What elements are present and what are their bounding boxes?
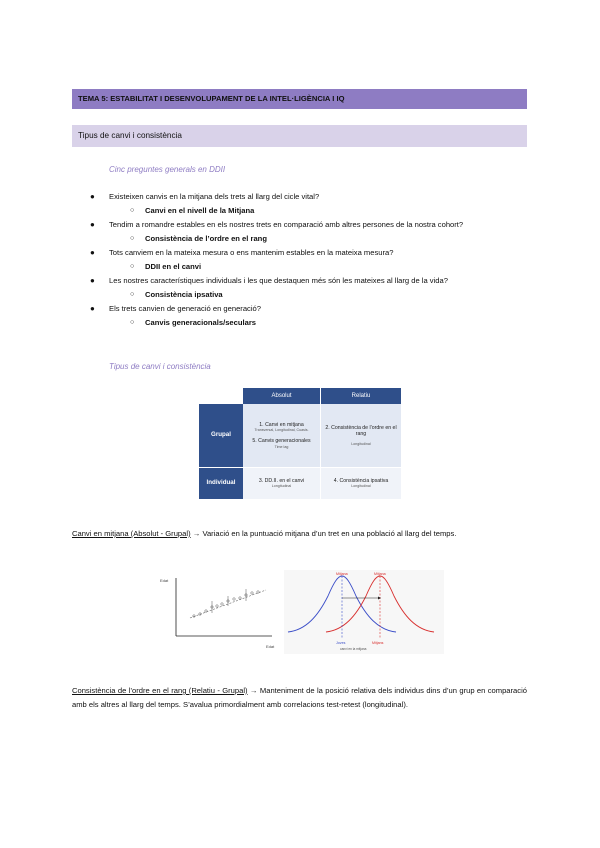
table-header-absolut: Absolut <box>243 388 321 404</box>
paragraph-canvi-mitjana: Canvi en mitjana (Absolut - Grupal) → Variació en la puntuació mitjana d’un tret en una població al llarg del temps. <box>72 529 457 538</box>
list-item: ● Els trets canvien de generació en generació? <box>72 302 527 316</box>
circle-bullet-icon: ○ <box>130 291 135 298</box>
normal-curves <box>284 570 444 654</box>
table-cell-canvi-mitjana: 1. Canvi en mitjana Transversal, Longitudinal, Cuasis. 5. Canvis generacionales Time lag <box>243 404 321 468</box>
bullet-icon: ● <box>90 192 95 201</box>
curve-caption: canvi en la mitjana <box>340 647 367 651</box>
table-cell-ipsativa: 4. Consistència ipsativa Longitudinal <box>321 468 401 499</box>
table-cell-ddii-canvi: 3. DD.II. en el canvi Longitudinal <box>243 468 321 499</box>
group-label-young: Joves <box>336 641 346 645</box>
table-corner <box>199 388 243 404</box>
paragraph-ordre-rang: Consistència de l’ordre en el rang (Relatiu - Grupal) → Manteniment de la posició relativa dels individus dins d’un grup en comparació amb els altres al llarg del temps. S’avalua primordialment amb correlacions test-retest (longitudinal). <box>72 686 527 709</box>
mean-change-figures <box>156 568 446 656</box>
section-title: Tipus de canvi i consistència <box>72 125 527 147</box>
y-axis-label: Edat <box>160 578 169 583</box>
bullet-icon: ● <box>90 276 95 285</box>
group-label-middle: Mitjans <box>372 641 384 645</box>
change-types-table <box>199 388 401 499</box>
types-heading: Tipus de canvi i consistència <box>109 362 211 371</box>
list-subitem: ○ DDII en el canvi <box>72 260 527 274</box>
table-row-grupal: Grupal <box>199 404 243 468</box>
circle-bullet-icon: ○ <box>130 207 135 214</box>
circle-bullet-icon: ○ <box>130 319 135 326</box>
x-axis-label: Edat <box>266 644 275 649</box>
table-row-individual: Individual <box>199 468 243 499</box>
circle-bullet-icon: ○ <box>130 235 135 242</box>
mean-label-left: Mitjana <box>336 572 348 576</box>
table-header-relatiu: Relatiu <box>321 388 401 404</box>
list-subitem: ○ Consistència ipsativa <box>72 288 527 302</box>
scatter-plot <box>160 578 275 649</box>
circle-bullet-icon: ○ <box>130 263 135 270</box>
table-cell-ordre-rang: 2. Consistència de l’ordre en el rang Longitudinal <box>321 404 401 468</box>
list-item: ● Tendim a romandre estables en els nostres trets en comparació amb altres persones de la nostra cohort? <box>72 218 527 232</box>
list-subitem: ○ Canvis generacionals/seculars <box>72 316 527 330</box>
questions-list <box>72 190 527 330</box>
list-item: ● Tots canviem en la mateixa mesura o ens mantenim estables en la mateixa mesura? <box>72 246 527 260</box>
bullet-icon: ● <box>90 220 95 229</box>
bullet-icon: ● <box>90 304 95 313</box>
list-item: ● Existeixen canvis en la mitjana dels trets al llarg del cicle vital? <box>72 190 527 204</box>
list-subitem: ○ Canvi en el nivell de la Mitjana <box>72 204 527 218</box>
mean-label-right: Mitjana <box>374 572 386 576</box>
questions-heading: Cinc preguntes generals en DDII <box>109 165 226 174</box>
bullet-icon: ● <box>90 248 95 257</box>
list-item: ● Les nostres característiques individuals i les que destaquen més són les mateixes al llarg de la vida? <box>72 274 527 288</box>
list-subitem: ○ Consistència de l’ordre en el rang <box>72 232 527 246</box>
topic-title: TEMA 5: ESTABILITAT I DESENVOLUPAMENT DE LA INTEL·LIGÈNCIA I IQ <box>72 89 527 109</box>
